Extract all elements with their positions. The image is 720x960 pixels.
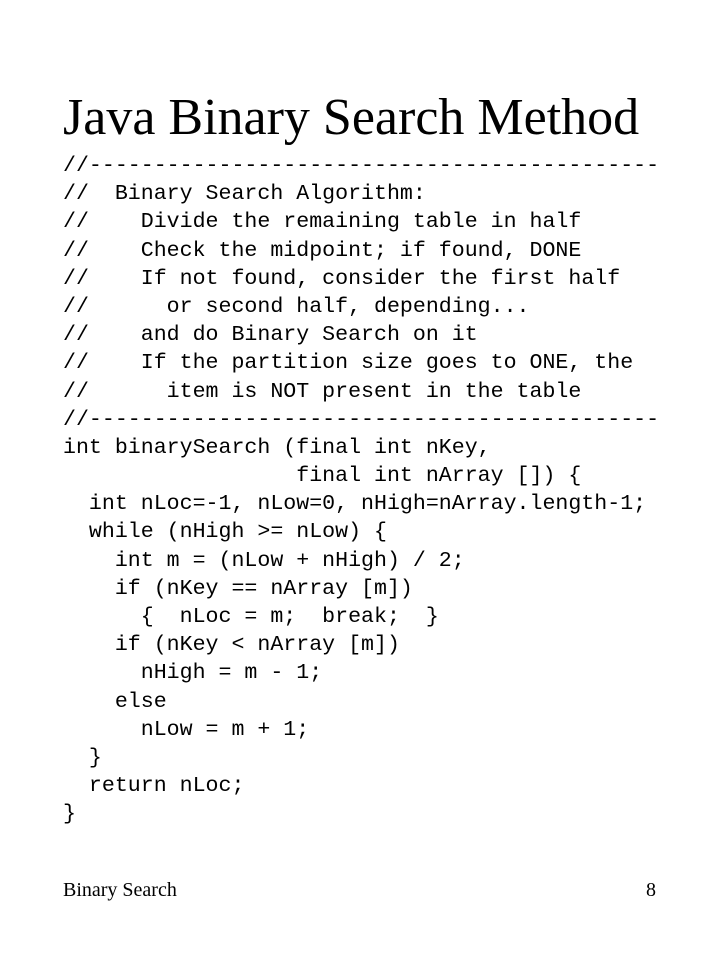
code-line: else	[63, 689, 167, 714]
slide-title: Java Binary Search Method	[63, 89, 640, 146]
code-line: //--------------------------------------------	[63, 407, 660, 432]
code-line: nLow = m + 1;	[63, 717, 310, 742]
code-line: // Check the midpoint; if found, DONE	[63, 238, 582, 263]
code-line: while (nHigh >= nLow) {	[63, 520, 387, 545]
code-line: if (nKey < nArray [m])	[63, 633, 400, 658]
code-line: // item is NOT present in the table	[63, 379, 582, 404]
code-line: // If the partition size goes to ONE, the	[63, 351, 634, 376]
code-line: // Binary Search Algorithm:	[63, 182, 426, 207]
code-line: // Divide the remaining table in half	[63, 210, 582, 235]
code-line: //--------------------------------------------	[63, 154, 660, 178]
code-line: int nLoc=-1, nLow=0, nHigh=nArray.length-1;	[63, 492, 647, 517]
code-line: }	[63, 745, 102, 770]
code-line: // If not found, consider the first half	[63, 266, 621, 291]
code-line: int binarySearch (final int nKey,	[63, 435, 491, 460]
code-line: return nLoc;	[63, 774, 245, 799]
code-line: final int nArray []) {	[63, 464, 582, 489]
page-number: 8	[646, 879, 656, 901]
code-line: { nLoc = m; break; }	[63, 605, 439, 629]
code-line: int m = (nLow + nHigh) / 2;	[63, 548, 465, 573]
code-line: // and do Binary Search on it	[63, 323, 478, 348]
code-line: if (nKey == nArray [m])	[63, 576, 413, 601]
footer-label: Binary Search	[63, 879, 177, 901]
code-line: // or second half, depending...	[63, 294, 530, 319]
code-line: nHigh = m - 1;	[63, 661, 323, 686]
code-line: }	[63, 802, 76, 827]
code-block	[63, 152, 703, 829]
